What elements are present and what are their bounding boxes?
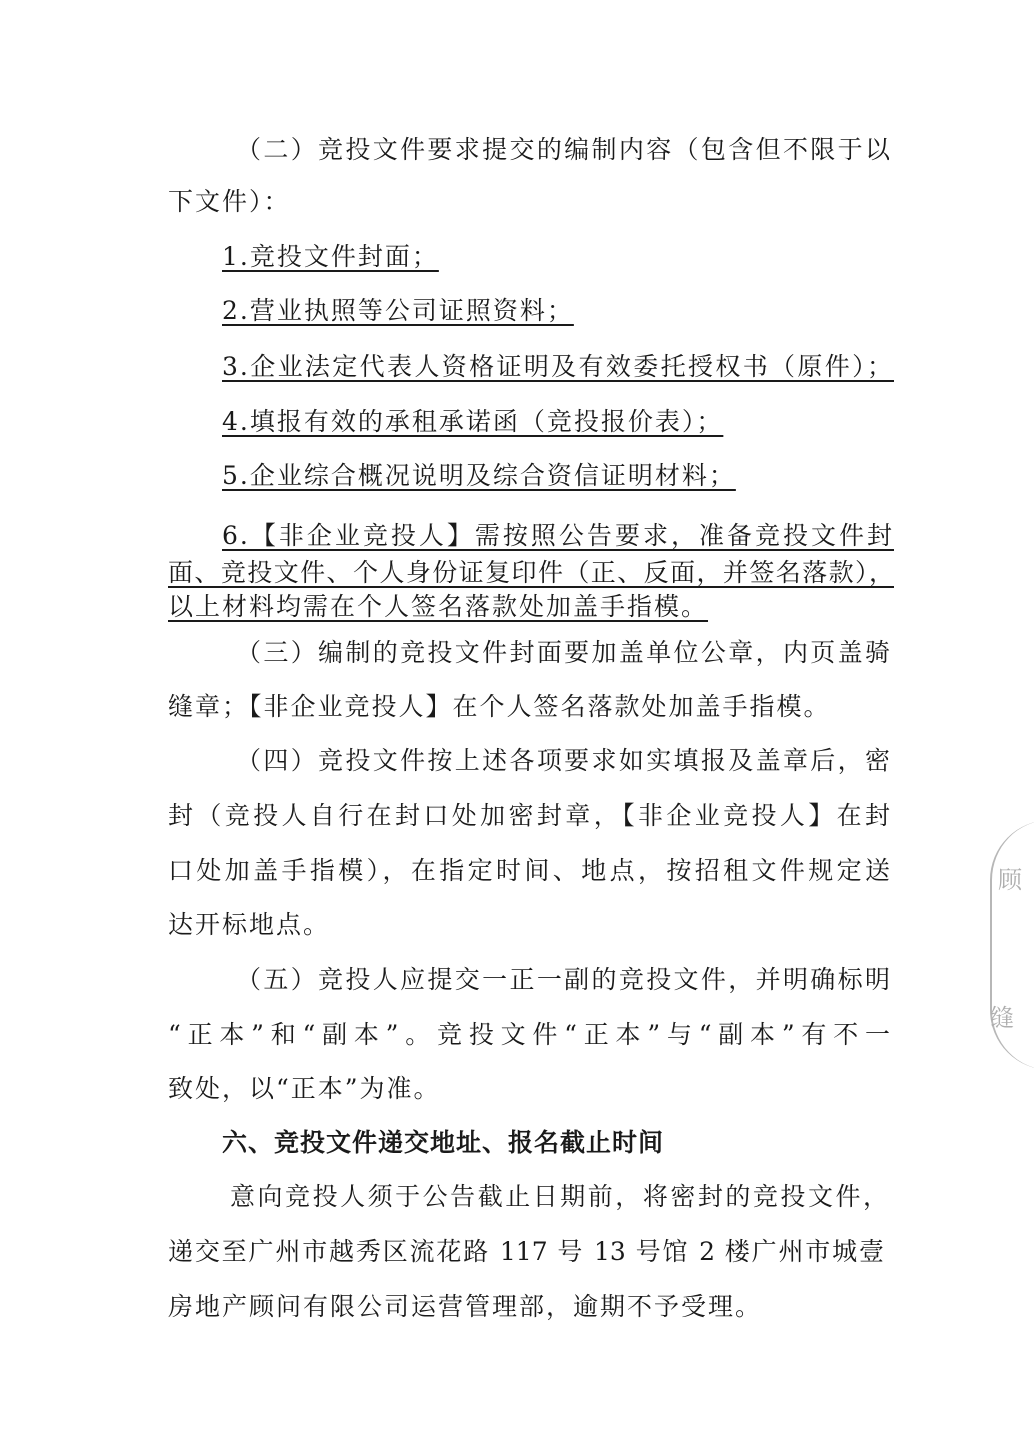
paragraph-3-line-1: （三）编制的竞投文件封面要加盖单位公章，内页盖骑	[236, 638, 892, 667]
list-item-6-line-1: 6.【非企业竞投人】需按照公告要求，准备竞投文件封	[222, 521, 894, 550]
list-item-2: 2.营业执照等公司证照资料；	[222, 296, 574, 325]
paragraph-3-line-2: 缝章；【非企业竞投人】在个人签名落款处加盖手指模。	[168, 692, 831, 721]
partial-seal-stamp	[990, 820, 1034, 1070]
paragraph-6-line-1: 意向竞投人须于公告截止日期前，将密封的竞投文件，	[230, 1182, 890, 1211]
section-6-heading: 六、竞投文件递交地址、报名截止时间	[222, 1128, 665, 1157]
seal-char-2: 缝	[990, 1004, 1014, 1032]
list-item-6-line-2: 面、竞投文件、个人身份证复印件（正、反面，并签名落款），	[168, 558, 894, 587]
list-item-5: 5.企业综合概况说明及综合资信证明材料；	[222, 461, 736, 490]
paragraph-4-line-4: 达开标地点。	[168, 910, 331, 939]
paragraph-5-line-2: “正本”和“副本”。竞投文件“正本”与“副本”有不一	[168, 1020, 892, 1049]
list-item-3: 3.企业法定代表人资格证明及有效委托授权书（原件）；	[222, 352, 894, 381]
paragraph-4-line-2: 封（竞投人自行在封口处加密封章，【非企业竞投人】在封	[168, 801, 892, 830]
paragraph-5-line-1: （五）竞投人应提交一正一副的竞投文件，并明确标明	[236, 965, 892, 994]
paragraph-4-line-3: 口处加盖手指模），在指定时间、地点，按招租文件规定送	[168, 856, 892, 885]
paragraph-4-line-1: （四）竞投文件按上述各项要求如实填报及盖章后，密	[236, 746, 892, 775]
seal-char-1: 顾	[998, 866, 1022, 894]
paragraph-6-line-2: 递交至广州市越秀区流花路 117 号 13 号馆 2 楼广州市城壹	[168, 1237, 884, 1266]
list-item-6-line-3: 以上材料均需在个人签名落款处加盖手指模。	[168, 592, 709, 621]
paragraph-2-line-1: （二）竞投文件要求提交的编制内容（包含但不限于以	[236, 135, 892, 164]
paragraph-2-line-2: 下文件）：	[168, 187, 291, 216]
paragraph-5-line-3: 致处，以“正本”为准。	[168, 1074, 441, 1103]
paragraph-6-line-3: 房地产顾问有限公司运营管理部，逾期不予受理。	[168, 1292, 763, 1321]
list-item-1: 1.竞投文件封面；	[222, 242, 439, 271]
list-item-4: 4.填报有效的承租承诺函（竞投报价表）；	[222, 407, 724, 436]
